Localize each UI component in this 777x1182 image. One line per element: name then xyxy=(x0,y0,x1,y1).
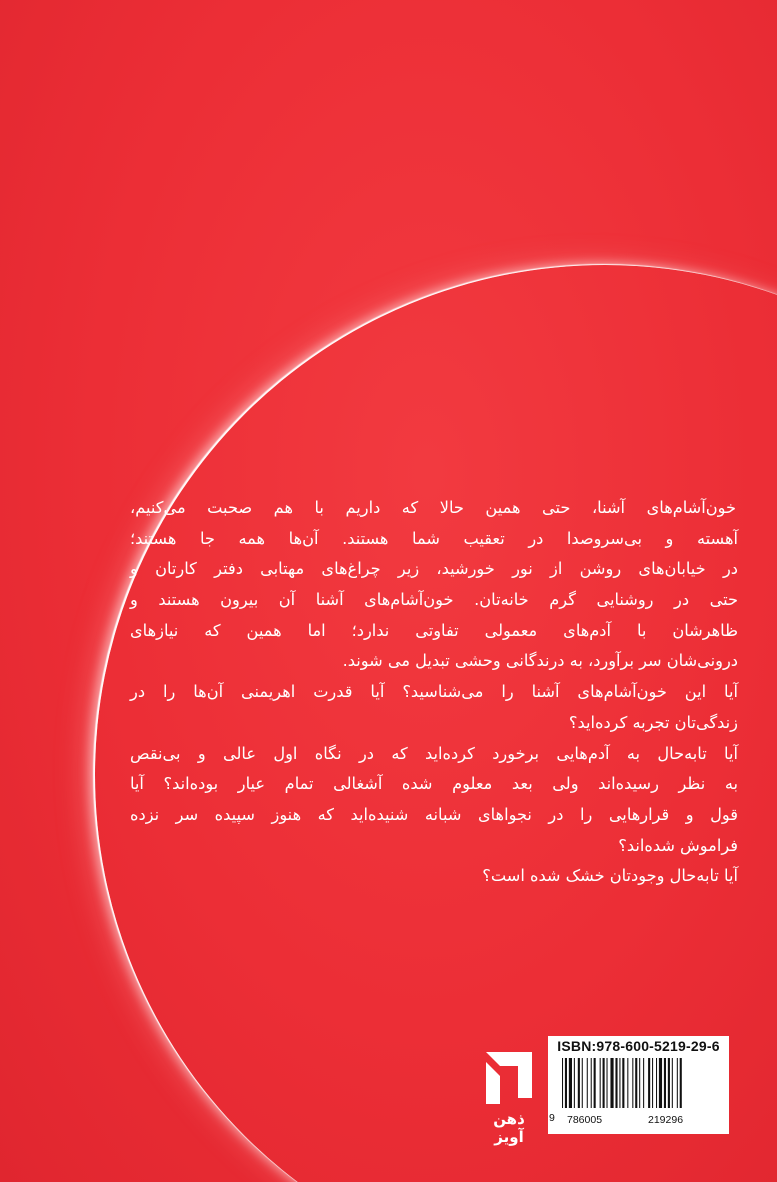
publisher-name: ذهن آویز xyxy=(493,1110,525,1146)
barcode-digits-right: 219296 xyxy=(648,1114,684,1126)
isbn-barcode xyxy=(548,1036,729,1134)
publisher-logo-icon xyxy=(480,1048,538,1108)
blurb-line: به نظر رسیده‌اند ولی بعد معلوم شده آشغالی تمام عیار بوده‌اند؟ آیا xyxy=(130,774,738,794)
blurb-line: قول و قرارهایی را در نجواهای شبانه شنیده‌اید که هنوز سپیده سر نزده xyxy=(130,804,738,824)
blurb-line: آیا تابه‌حال وجودتان خشک شده است؟ xyxy=(482,866,738,886)
blurb-line: ظاهرشان با آدم‌های معمولی تفاوتی ندارد؛ اما همین که نیازهای xyxy=(130,620,738,640)
blurb-line: زندگی‌تان تجربه کرده‌اید؟ xyxy=(568,712,738,732)
blurb-line: درونی‌شان سر برآورد، به درندگانی وحشی تبدیل می شوند. xyxy=(342,651,738,671)
barcode-bars xyxy=(558,1058,722,1114)
barcode-digits-left: 786005 xyxy=(567,1114,603,1126)
blurb-line: آیا تابه‌حال به آدم‌هایی برخورد کرده‌اید که در نگاه اول عالی و بی‌نقص xyxy=(130,743,738,763)
blurb-line: خون‌آشام‌های آشنا، حتی همین حالا که داریم با هم صحبت می‌کنیم، xyxy=(130,498,736,517)
blurb-line: فراموش شده‌اند؟ xyxy=(618,835,738,855)
back-cover-blurb xyxy=(130,493,738,892)
publisher-logo xyxy=(480,1048,538,1146)
blurb-line: حتی در روشنایی گرم خانه‌تان. خون‌آشام‌های آشنا آن بیرون هستند و xyxy=(130,590,738,610)
blurb-line: آهسته و بی‌سروصدا در تعقیب شما هستند. آن‌ها همه جا هستند؛ xyxy=(130,528,738,548)
blurb-line: در خیابان‌های روشن از نور خورشید، زیر چراغ‌های مهتابی دفتر کارتان و xyxy=(130,559,738,579)
blurb-line: آیا این خون‌آشام‌های آشنا را می‌شناسید؟ آیا قدرت اهریمنی آن‌ها را در xyxy=(130,682,738,702)
isbn-label: ISBN:978-600-5219-29-6 xyxy=(557,1038,720,1054)
barcode-lead-digit: 9 xyxy=(549,1112,555,1124)
